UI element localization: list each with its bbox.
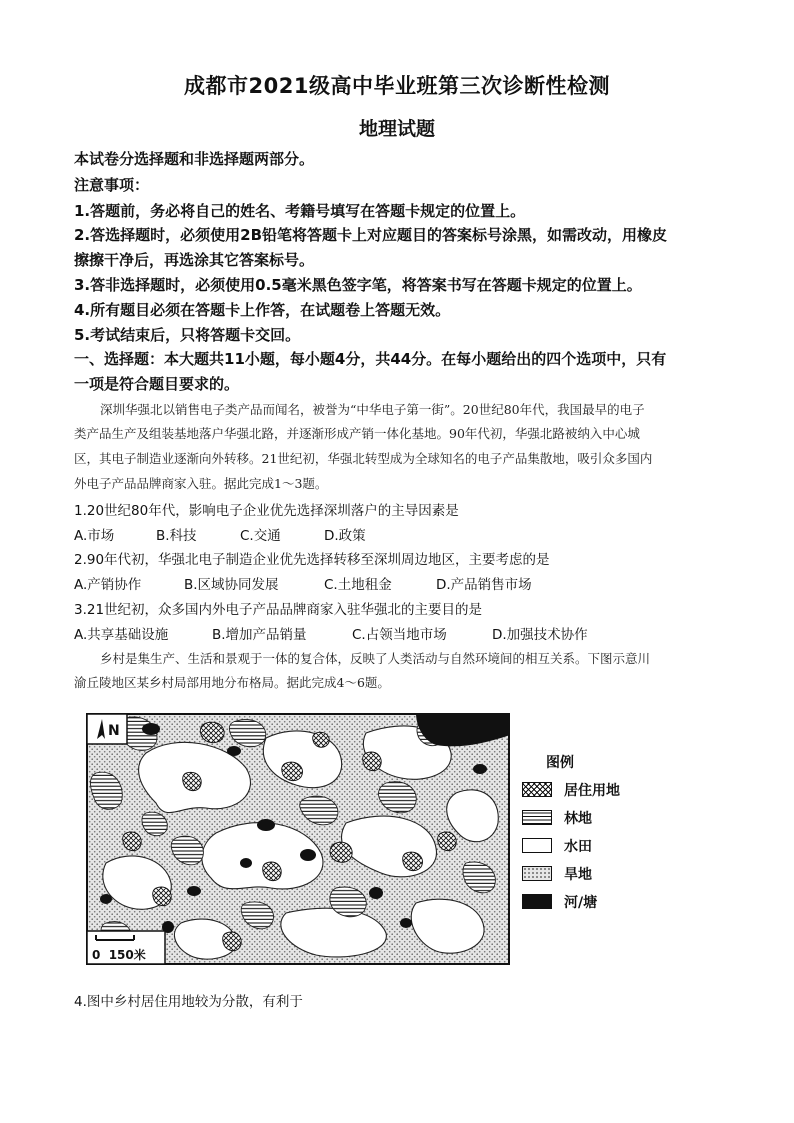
- map-legend: [522, 752, 662, 922]
- notice-item-2-line2: 擦擦干净后，再选涂其它答案标号。: [74, 251, 315, 269]
- dots-swatch-icon: [522, 866, 552, 881]
- crosshatch-swatch-icon: [522, 782, 552, 797]
- notice-item-1: 1.答题前，务必将自己的姓名、考籍号填写在答题卡规定的位置上。: [74, 202, 526, 220]
- land-use-map-svg: [86, 713, 510, 965]
- horizontal-lines-swatch-icon: [522, 810, 552, 825]
- legend-label-settlement: 居住用地: [564, 783, 620, 799]
- notice-item-5: 5.考试结束后，只将答题卡交回。: [74, 326, 301, 344]
- q4-stem: 4.图中乡村居住用地较为分散，有利于: [74, 994, 303, 1010]
- q2-option-b: B.区域协同发展: [184, 577, 279, 593]
- q3-option-c: C.占领当地市场: [352, 627, 447, 643]
- q2-stem: 2.90年代初，华强北电子制造企业优先选择转移至深圳周边地区，主要考虑的是: [74, 552, 550, 568]
- notice-item-2-line1: 2.答选择题时，必须使用2B铅笔将答题卡上对应题目的答案标号涂黑，如需改动，用橡皮: [74, 226, 668, 244]
- notice-heading: 注意事项：: [74, 176, 150, 194]
- passage1-line2: 类产品生产及组装基地落户华强北路，并逐渐形成产销一体化基地。90年代初，华强北路被纳入中心城: [74, 426, 640, 441]
- notice-item-4: 4.所有题目必须在答题卡上作答，在试题卷上答题无效。: [74, 301, 451, 319]
- legend-label-dryland: 旱地: [564, 867, 592, 883]
- scale-bar: [87, 931, 165, 964]
- q1-option-c: C.交通: [240, 528, 281, 544]
- q2-option-d: D.产品销售市场: [436, 577, 532, 593]
- scale-label: 0 150米: [92, 948, 146, 962]
- section1-heading-line2: 一项是符合题目要求的。: [74, 375, 240, 393]
- q2-option-c: C.土地租金: [324, 577, 392, 593]
- legend-label-forest: 林地: [564, 811, 592, 827]
- q2-option-a: A.产销协作: [74, 577, 142, 593]
- section1-heading-line1: 一、选择题：本大题共11小题，每小题4分，共44分。在每小题给出的四个选项中，只有: [74, 350, 667, 368]
- q1-option-a: A.市场: [74, 528, 115, 544]
- north-label: N: [108, 723, 120, 739]
- q3-option-d: D.加强技术协作: [492, 627, 588, 643]
- exam-subtitle: 地理试题: [358, 118, 435, 140]
- notice-item-3: 3.答非选择题时，必须使用0.5毫米黑色签字笔，将答案书写在答题卡规定的位置上。: [74, 276, 642, 294]
- q1-option-b: B.科技: [156, 528, 197, 544]
- exam-title: 成都市2021级高中毕业班第三次诊断性检测: [184, 74, 610, 98]
- solid-black-swatch-icon: [522, 894, 552, 909]
- q3-stem: 3.21世纪初，众多国内外电子产品品牌商家入驻华强北的主要目的是: [74, 602, 483, 618]
- q1-stem: 1.20世纪80年代，影响电子企业优先选择深圳落户的主导因素是: [74, 503, 459, 519]
- north-arrow: [87, 714, 127, 744]
- q3-option-a: A.共享基础设施: [74, 627, 169, 643]
- legend-label-water: 河/塘: [564, 895, 598, 911]
- q3-option-b: B.增加产品销量: [212, 627, 307, 643]
- passage1-line4: 外电子产品品牌商家入驻。据此完成1～3题。: [74, 476, 328, 491]
- legend-title: 图例: [546, 755, 574, 771]
- passage1-line1: 深圳华强北以销售电子类产品而闻名，被誉为“中华电子第一街”。20世纪80年代，我国最早的电子: [100, 402, 645, 417]
- blank-swatch-icon: [522, 838, 552, 853]
- instructions-intro: 本试卷分选择题和非选择题两部分。: [74, 150, 315, 168]
- passage2-line1: 乡村是集生产、生活和景观于一体的复合体，反映了人类活动与自然环境间的相互关系。下图示意川: [100, 651, 651, 666]
- passage1-line3: 区，其电子制造业逐渐向外转移。21世纪初，华强北转型成为全球知名的电子产品集散地，吸引众多国内: [74, 451, 653, 466]
- legend-label-paddy: 水田: [564, 839, 592, 855]
- passage2-line2: 渝丘陵地区某乡村局部用地分布格局。据此完成4～6题。: [74, 675, 390, 690]
- land-use-map: [86, 713, 510, 965]
- q1-option-d: D.政策: [324, 528, 366, 544]
